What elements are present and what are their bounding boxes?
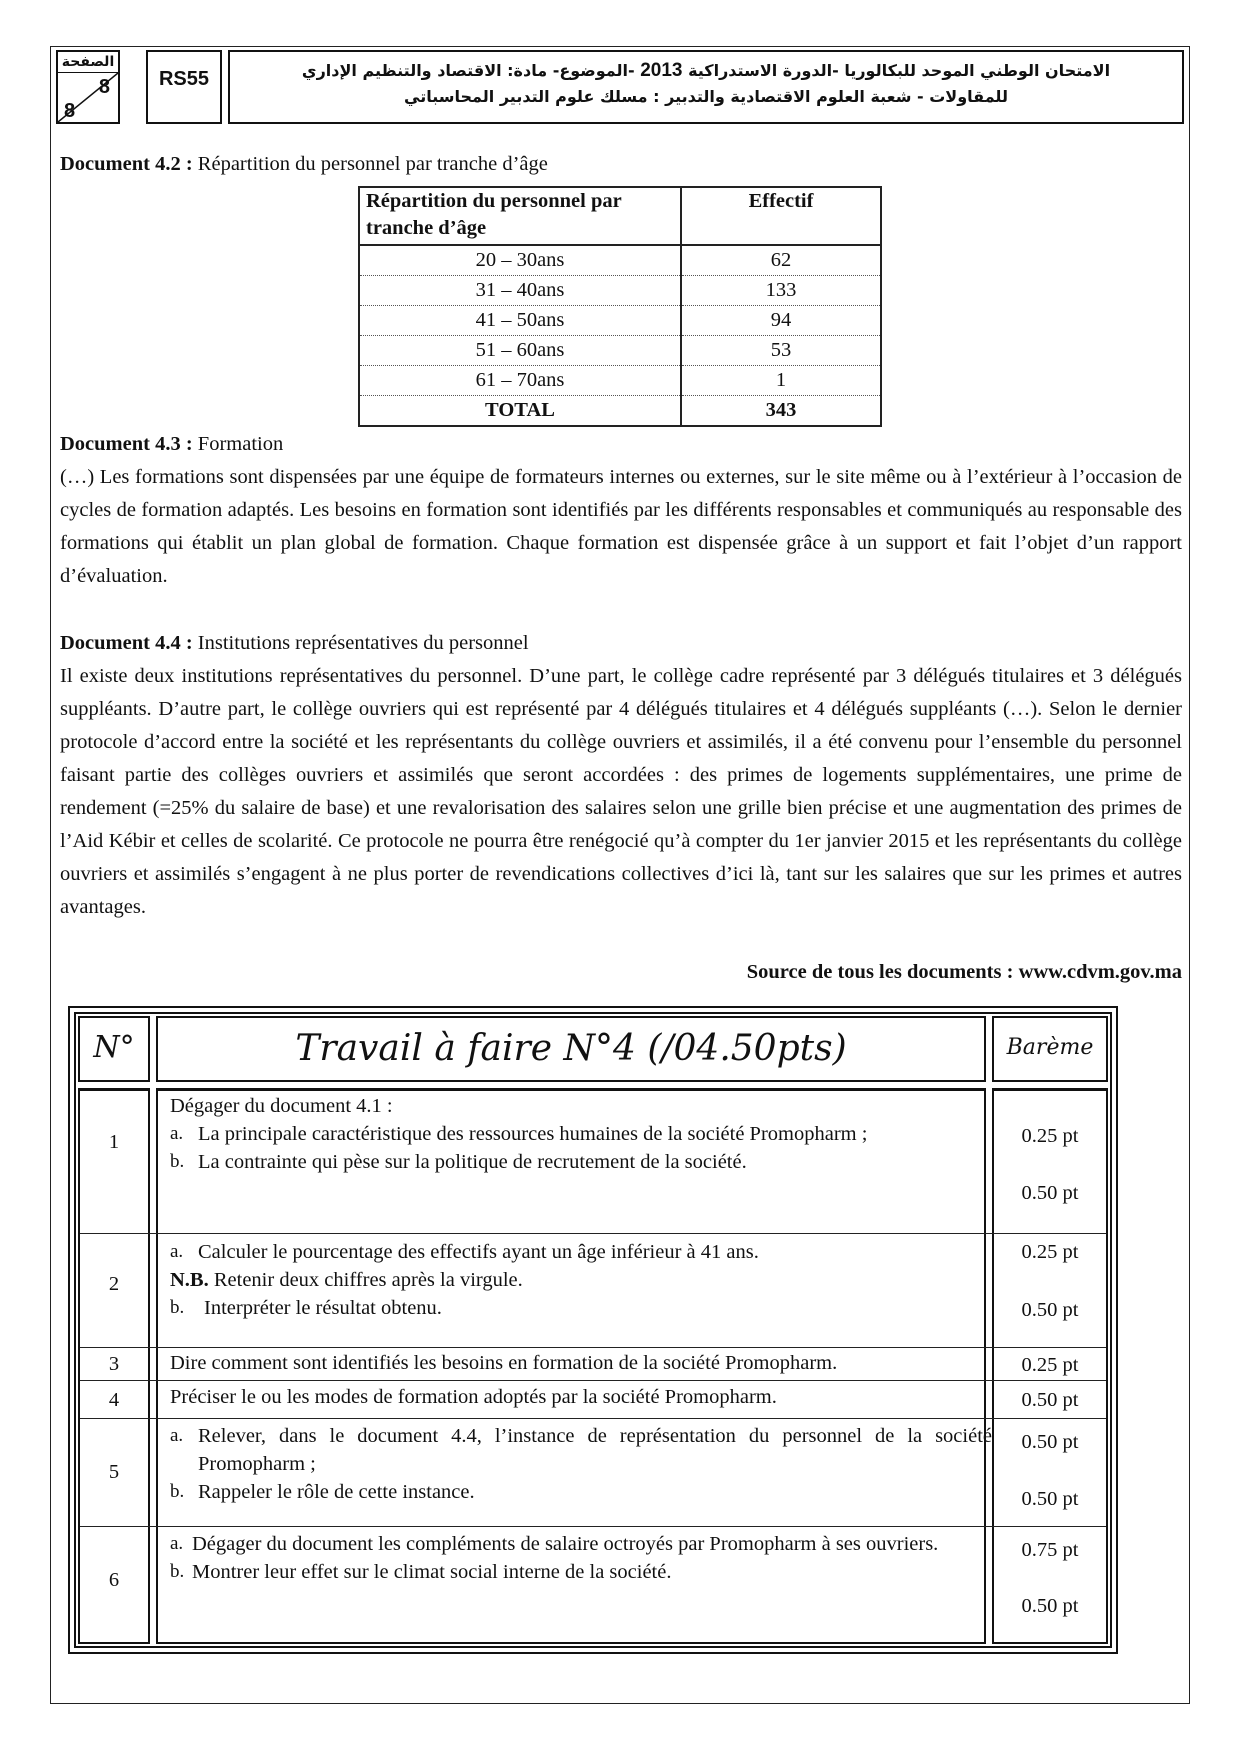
q6-a-text: Dégager du document les compléments de salaire octroyés par Promopharm à ses ouvriers. bbox=[192, 1533, 939, 1555]
q4-number: 4 bbox=[108, 1389, 120, 1411]
total-label: TOTAL bbox=[359, 396, 681, 427]
q1-number: 1 bbox=[108, 1131, 120, 1153]
page-label: الصفحة bbox=[58, 52, 118, 73]
q2-b-text: Interpréter le résultat obtenu. bbox=[204, 1297, 442, 1319]
doc44-heading bbox=[60, 627, 1182, 660]
doc43-title: Formation bbox=[192, 433, 284, 455]
title-line2: للمقاولات - شعبة العلوم الاقتصادية والتدبير : مسلك علوم التدبير المحاسباتي bbox=[404, 87, 1008, 106]
q3-number: 3 bbox=[108, 1353, 120, 1375]
doc42-label: Document 4.2 : bbox=[60, 153, 193, 175]
title-line1-pre: الامتحان الوطني الموحد للبكالوريا -الدورة الاستدراكية bbox=[682, 61, 1111, 80]
age-count: 1 bbox=[681, 366, 881, 396]
q3-points: 0.25 pt bbox=[1021, 1354, 1079, 1376]
age-count: 62 bbox=[681, 245, 881, 276]
q2-points-b: 0.50 pt bbox=[1021, 1299, 1079, 1321]
age-count: 53 bbox=[681, 336, 881, 366]
q1-a-text: La principale caractéristique des ressources humaines de la société Promopharm ; bbox=[198, 1123, 868, 1145]
title-line1-post: -الموضوع- مادة: الاقتصاد والتنظيم الإداري bbox=[301, 61, 641, 80]
q2-b-letter: b. bbox=[170, 1297, 185, 1318]
doc44-label: Document 4.4 : bbox=[60, 632, 193, 654]
q2-nb-label: N.B. bbox=[170, 1269, 209, 1291]
q5-b-letter: b. bbox=[170, 1481, 185, 1502]
q5-points-a: 0.50 pt bbox=[1021, 1431, 1079, 1453]
q6-b-letter: b. bbox=[170, 1561, 185, 1582]
q2-nb-text: Retenir deux chiffres après la virgule. bbox=[208, 1269, 523, 1291]
exam-code: RS55 bbox=[146, 50, 222, 124]
q5-points-b: 0.50 pt bbox=[1021, 1488, 1079, 1510]
q5-a-letter: a. bbox=[170, 1425, 184, 1446]
age-range: 61 – 70ans bbox=[359, 366, 681, 396]
page-current: 8 bbox=[98, 76, 110, 98]
age-range: 31 – 40ans bbox=[359, 276, 681, 306]
row-divider bbox=[80, 1380, 1106, 1381]
q6-points-b: 0.50 pt bbox=[1021, 1595, 1079, 1617]
total-row bbox=[359, 396, 881, 427]
q5-text bbox=[170, 1422, 992, 1506]
doc42-title: Répartition du personnel par tranche d’âge bbox=[192, 153, 548, 175]
age-table bbox=[358, 186, 882, 427]
q5-b-text: Rappeler le rôle de cette instance. bbox=[198, 1481, 475, 1503]
q5-a-text: Relever, dans le document 4.4, l’instance de représentation du personnel de la société Promopharm ; bbox=[198, 1425, 992, 1475]
col-bareme-header: Barème bbox=[992, 1016, 1108, 1082]
table-row bbox=[359, 245, 881, 276]
doc43-label: Document 4.3 : bbox=[60, 433, 193, 455]
row-divider bbox=[80, 1526, 1106, 1527]
q4-text: Préciser le ou les modes de formation adoptés par la société Promopharm. bbox=[170, 1386, 777, 1408]
row-divider bbox=[80, 1347, 1106, 1348]
q2-text bbox=[170, 1238, 992, 1322]
table-row bbox=[359, 276, 881, 306]
total-value: 343 bbox=[681, 396, 881, 427]
q6-text bbox=[170, 1530, 992, 1586]
q3-text: Dire comment sont identifiés les besoins en formation de la société Promopharm. bbox=[170, 1352, 838, 1374]
count-col-header: Effectif bbox=[681, 187, 881, 245]
q5-number: 5 bbox=[108, 1461, 120, 1483]
exam-title bbox=[228, 50, 1184, 124]
q1-intro: Dégager du document 4.1 : bbox=[170, 1095, 393, 1117]
col-num-header: N° bbox=[78, 1016, 150, 1082]
source-line: Source de tous les documents : www.cdvm.gov.ma bbox=[746, 961, 1182, 983]
q2-points-a: 0.25 pt bbox=[1021, 1241, 1079, 1263]
age-count: 94 bbox=[681, 306, 881, 336]
exam-year: 2013 bbox=[640, 60, 683, 81]
q1-text bbox=[170, 1092, 992, 1176]
age-range: 41 – 50ans bbox=[359, 306, 681, 336]
q2-a-text: Calculer le pourcentage des effectifs ayant un âge inférieur à 41 ans. bbox=[198, 1241, 759, 1263]
q1-b-letter: b. bbox=[170, 1151, 185, 1172]
q4-points: 0.50 pt bbox=[1021, 1389, 1079, 1411]
q6-a-letter: a. bbox=[170, 1533, 184, 1554]
doc43-text: (…) Les formations sont dispensées par une équipe de formateurs internes ou externes, sur le site même ou à l’extérieur à l’occasion de cycles de formation adaptés. Les besoins en formation sont identifiés par les différents responsables et communiqués au responsable des formations qui établit un plan global de formation. Chaque formation est dispensée grâce à un support et fait l’objet d’un rapport d’évaluation. bbox=[60, 466, 1182, 587]
doc42-heading bbox=[60, 148, 1182, 181]
doc44-title: Institutions représentatives du personnel bbox=[192, 632, 529, 654]
q6-b-text: Montrer leur effet sur le climat social interne de la société. bbox=[192, 1561, 672, 1583]
work-title: Travail à faire N°4 (/04.50pts) bbox=[156, 1016, 986, 1082]
table-row bbox=[359, 366, 881, 396]
q6-number: 6 bbox=[108, 1569, 120, 1591]
q2-a-letter: a. bbox=[170, 1241, 184, 1262]
page-total: 8 bbox=[64, 100, 76, 122]
table-row bbox=[359, 336, 881, 366]
age-col-header: Répartition du personnel par tranche d’âge bbox=[359, 187, 681, 245]
doc44-text: Il existe deux institutions représentatives du personnel. D’une part, le collège cadre représenté par 3 délégués titulaires et 3 délégués suppléants. D’autre part, le collège ouvriers qui est représenté par 4 délégués titulaires et 4 délégués suppléants (…). Selon le dernier protocole d’accord entre la société et les représentants du collège ouvriers et assimilés, il a été convenu pour l’ensemble du personnel faisant partie des collèges ouvriers et assimilés que seront accordées : des primes de logements supplémentaires, une prime de rendement (=25% du salaire de base) et une revalorisation des salaires selon une grille bien précise et une augmentation des primes de l’Aid Kébir et celles de scolarité. Ce protocole ne pourra être renégocié qu’à compter du 1er janvier 2015 et les représentants du collège ouvriers et assimilés s’engagent à ne plus porter de revendications collectives d’ici là, tant sur les salaires que sur les primes et autres avantages. bbox=[60, 665, 1182, 918]
q1-points-a: 0.25 pt bbox=[1021, 1125, 1079, 1147]
doc43-heading bbox=[60, 428, 1182, 461]
q1-a-letter: a. bbox=[170, 1123, 184, 1144]
age-range: 20 – 30ans bbox=[359, 245, 681, 276]
table-row bbox=[359, 306, 881, 336]
row-divider bbox=[80, 1233, 1106, 1234]
age-count: 133 bbox=[681, 276, 881, 306]
q1-b-text: La contrainte qui pèse sur la politique de recrutement de la société. bbox=[198, 1151, 747, 1173]
q6-points-a: 0.75 pt bbox=[1021, 1539, 1079, 1561]
page-number-box bbox=[56, 50, 120, 124]
row-divider bbox=[80, 1418, 1106, 1419]
q2-number: 2 bbox=[108, 1273, 120, 1295]
q1-points-b: 0.50 pt bbox=[1021, 1182, 1079, 1204]
exam-header bbox=[56, 50, 1184, 128]
age-range: 51 – 60ans bbox=[359, 336, 681, 366]
